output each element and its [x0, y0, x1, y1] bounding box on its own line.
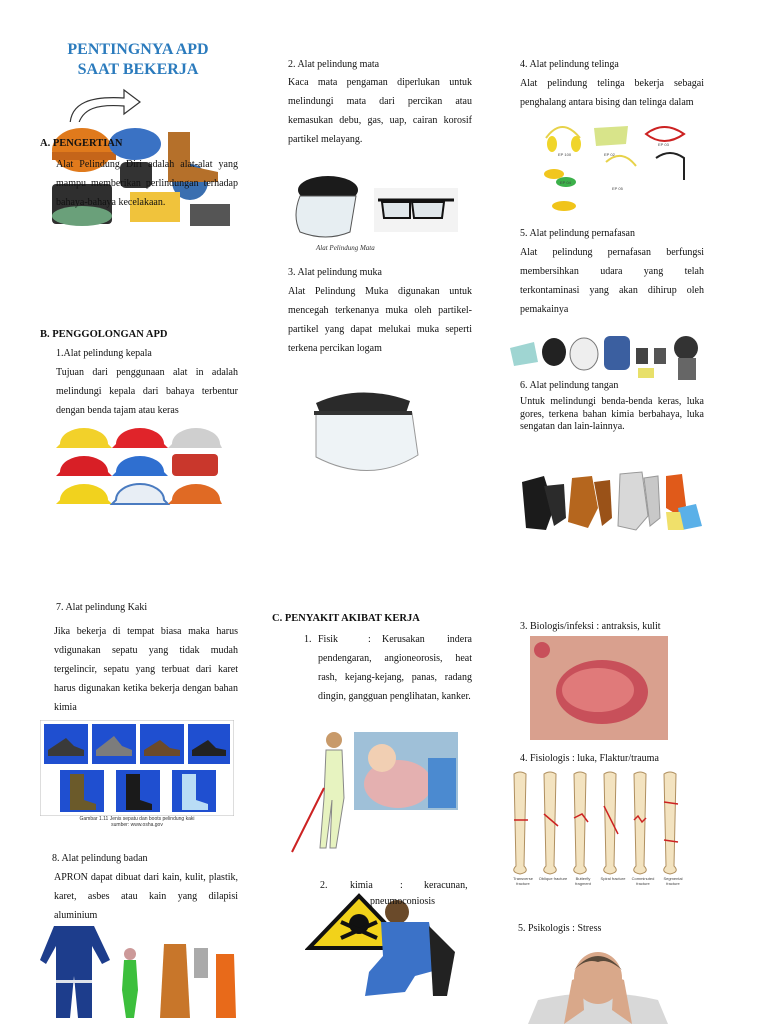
ear-protection-text: Alat pelindung telinga bekerja sebagai penghalang antara bising dan telinga dalam: [520, 78, 704, 108]
physical-hazard-image: [288, 728, 458, 858]
fracture-label-4: Spiral fracture: [600, 876, 626, 881]
section-a-text: Alat Pelindung Diri adalah alat-alat yang mampu memberikan perlindungan terhadap bahaya-bahaya kecelakaan.: [56, 159, 238, 208]
face-shield-image: [300, 385, 430, 480]
body-protection-text: APRON dapat dibuat dari kain, kulit, plastik, karet, asbes atau kain yang dilapisi aluminium: [54, 872, 238, 921]
eye-protection-image: [278, 172, 464, 258]
fracture-label-2: Oblique fracture: [538, 876, 568, 881]
chemical-number: 2.: [320, 880, 328, 891]
page-title: [40, 40, 236, 80]
face-protection-heading: 3. Alat pelindung muka: [288, 267, 382, 278]
fracture-label-1: Transverse fracture: [513, 876, 533, 886]
ear-label-5: EP 05: [612, 186, 623, 191]
physiological-heading: 4. Fisiologis : luka, Flaktur/trauma: [520, 753, 659, 764]
respiratory-protection-heading: 5. Alat pelindung pernafasan: [520, 228, 635, 239]
ear-protection-heading: 4. Alat pelindung telinga: [520, 59, 619, 70]
title-line-2: SAAT BEKERJA: [77, 61, 199, 78]
chemical-label: kimia: [350, 880, 373, 891]
helmets-image: [54, 420, 224, 510]
eye-protection-caption: Alat Pelindung Mata: [316, 244, 375, 252]
ear-plugs-image: [540, 118, 700, 214]
skin-infection-image: [530, 636, 668, 740]
fracture-label-5: Comminuted fracture: [631, 876, 655, 886]
section-c-heading: C. PENYAKIT AKIBAT KERJA: [272, 613, 420, 624]
physical-number: 1.: [304, 634, 312, 645]
chemical-separator: :: [400, 880, 403, 891]
section-b-heading: B. PENGGOLONGAN APD: [40, 329, 168, 340]
safety-shoes-image: [40, 720, 234, 830]
hand-protection-text: Untuk melindungi benda-benda keras, luka gores, terkena bahan kimia berbahaya, luka sengatan dan lain-lainnya.: [520, 396, 704, 432]
body-protection-image: [40, 920, 240, 1020]
eye-protection-heading: 2. Alat pelindung mata: [288, 59, 380, 70]
head-protection-text: Tujuan dari penggunaan alat in adalah melindungi kepala dari bahaya terbentur dengan benda tajam atau keras: [56, 367, 238, 416]
head-protection-heading: 1.Alat pelindung kepala: [56, 348, 152, 359]
shoes-source: sumber: www.osha.gov: [111, 822, 163, 828]
title-line-1: PENTINGNYA APD: [67, 41, 209, 58]
shoes-caption: Gambar 1.11 Jenis sepatu dan boots pelindung kaki: [79, 816, 195, 822]
chemical-text-first-word: keracunan,: [424, 880, 468, 891]
fracture-label-3: Butterfly fragment: [575, 876, 591, 886]
face-protection-text: Alat Pelindung Muka digunakan untuk mencegah terkenanya muka oleh partikel-partikel yang dapat melukai muka seperti terkena percikan logam: [288, 286, 472, 354]
foot-protection-heading: 7. Alat pelindung Kaki: [56, 602, 148, 613]
psychological-heading: 5. Psikologis : Stress: [518, 923, 602, 934]
body-protection-heading: 8. Alat pelindung badan: [52, 853, 148, 864]
biological-heading: 3. Biologis/infeksi : antraksis, kulit: [520, 621, 661, 632]
stress-image: [528, 940, 668, 1024]
fracture-label-6: Segmental fracture: [663, 876, 683, 886]
respiratory-protection-text: Alat pelindung pernafasan berfungsi membersihkan udara yang telah terkontaminasi yang akan dihirup oleh pemakainya: [520, 247, 704, 315]
chemical-text: pneumoconiosis: [370, 896, 435, 907]
ear-label-2: EP 02: [604, 152, 615, 157]
hand-protection-heading: 6. Alat pelindung tangan: [520, 380, 619, 391]
section-a-heading: A. PENGERTIAN: [40, 138, 123, 149]
fractures-image: [508, 770, 688, 900]
gloves-image: [518, 468, 704, 532]
physical-label: Fisik: [318, 634, 339, 645]
physical-text: Kerusakan indera pendengaran, angioneorosis, heat rash, kejang-kejang, panas, radang dingin, gangguan penglihatan, kanker.: [318, 634, 472, 702]
ear-label-1: EP 100: [558, 152, 572, 157]
chemical-text-line1: [424, 876, 468, 895]
ear-label-4: EP 04: [560, 180, 571, 185]
eye-protection-text: Kaca mata pengaman diperlukan untuk melindungi mata dari percikan atau kemasukan debu, gas, uap, cairan korosif partikel melayang.: [288, 77, 472, 145]
physical-separator: :: [368, 634, 371, 645]
foot-protection-text: Jika bekerja di tempat biasa maka harus vdigunakan sepatu yang tidak mudah tergelincir, sepatu yang terbuat dari karet harus digunakan ketika bekerja dengan bahan kimia: [54, 626, 238, 713]
ear-label-3: EP 03: [658, 142, 669, 147]
